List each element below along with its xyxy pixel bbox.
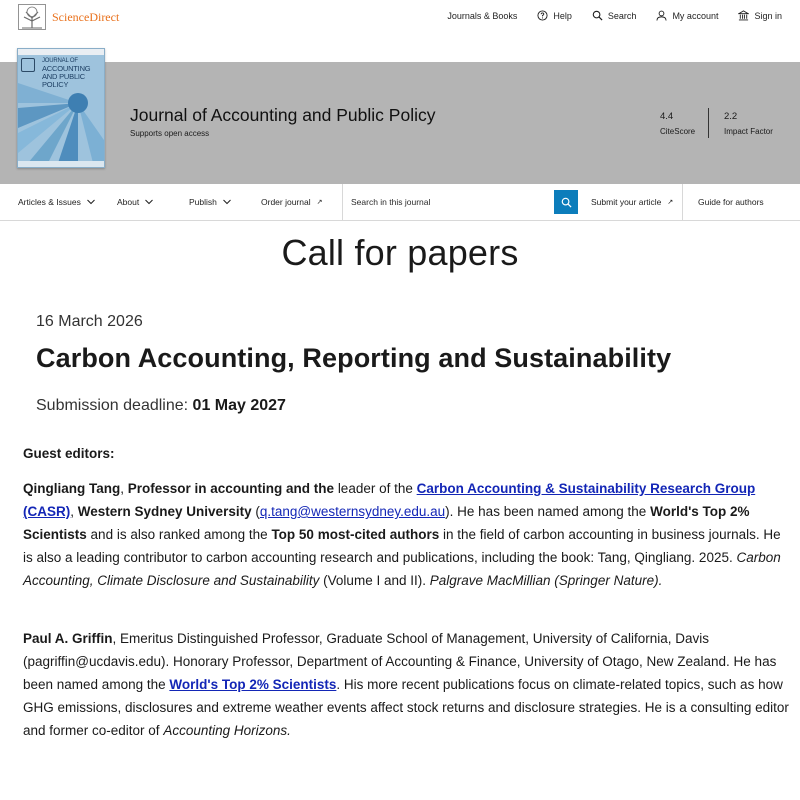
about-label: About xyxy=(117,197,140,207)
cover-title-line: ACCOUNTING xyxy=(42,64,91,73)
cover-artwork xyxy=(18,80,105,163)
deadline-value: 01 May 2027 xyxy=(192,397,286,414)
university-name: Western Sydney University xyxy=(77,504,252,519)
impact-factor-label: Impact Factor xyxy=(724,127,773,136)
submission-deadline xyxy=(36,397,286,415)
order-journal-link[interactable] xyxy=(261,197,322,207)
institution-icon xyxy=(738,10,749,21)
journal-name: Accounting Horizons. xyxy=(163,723,291,738)
cover-footer-strip xyxy=(18,161,104,167)
articles-issues-menu[interactable] xyxy=(18,197,95,207)
cover-title-line: JOURNAL OF xyxy=(42,58,78,64)
journals-books-link[interactable] xyxy=(447,11,517,21)
sign-in-link[interactable] xyxy=(738,10,782,21)
journal-navigation xyxy=(0,184,800,221)
journal-cover[interactable] xyxy=(17,48,105,168)
email-link[interactable]: q.tang@westernsydney.edu.au xyxy=(259,504,446,519)
external-link-icon: ↗ xyxy=(316,199,323,206)
chevron-down-icon xyxy=(223,199,231,205)
top50-text: Top 50 most-cited authors xyxy=(271,527,440,542)
page-title: Call for papers xyxy=(281,232,519,273)
bio-text: in the field of carbon accounting in business journals. He is also a leading contributor to carbon accounting research and publications, including the book: Tang, Qingliang. 2025. xyxy=(23,527,781,565)
editor-bio-griffin xyxy=(23,627,793,742)
cover-header-strip xyxy=(18,49,104,55)
submit-article-link[interactable] xyxy=(591,197,673,207)
editor-bio-tang: Qingliang Tang, Professor in accounting and the leader of the Carbon Accounting & Sustainability Research Group (CASR), Western Sydney University (q.tang@westernsydney.edu.au). He has been named among the World's Top 2% Scientists and is also ranked among the Top 50 most-cited authors in the field of carbon accounting in business journals. He is also a leading contributor to carbon accounting research and publications, including the book: Tang, Qingliang. 2025. Carbon Accounting, Climate Disclosure and Sustainability (Volume I and II). Palgrave MacMillian (Springer Nature). xyxy=(23,481,781,588)
editor-name: Paul A. Griffin xyxy=(23,631,113,646)
submit-article-label: Submit your article xyxy=(591,197,662,207)
cover-title-line: AND PUBLIC xyxy=(42,72,86,81)
search-label: Search xyxy=(607,10,637,21)
search-icon xyxy=(561,197,572,208)
search-link[interactable] xyxy=(592,10,637,21)
cover-publisher-logo xyxy=(21,58,35,72)
editor-role: Professor in accounting and the xyxy=(127,481,335,496)
bio-text: , Emeritus Distinguished Professor, Graduate School of Management, University of California, Davis (pagriffin@ucdavis.edu). Honorary Professor, Department of Accounting & Finance, University of Otago, New Zealand. He has been named among the xyxy=(23,631,777,692)
help-label: Help xyxy=(553,10,572,21)
book-title: Carbon Accounting, Climate Disclosure and Sustainability xyxy=(23,550,781,588)
editor-name: Qingliang Tang xyxy=(23,481,121,496)
bio-text: ). He has been named among the xyxy=(445,504,647,519)
top-navigation xyxy=(447,10,782,21)
bio-text: leader of the xyxy=(337,481,413,496)
bio-text: (Volume I and II). xyxy=(323,573,426,588)
about-menu[interactable] xyxy=(117,197,153,207)
publication-date: 16 March 2026 xyxy=(36,313,143,330)
order-journal-label: Order journal xyxy=(261,197,311,207)
journal-search xyxy=(342,184,585,221)
chevron-down-icon xyxy=(145,199,153,205)
impact-factor-value: 2.2 xyxy=(724,111,738,122)
publish-label: Publish xyxy=(189,197,217,207)
journal-banner xyxy=(0,58,800,184)
guide-authors-label: Guide for authors xyxy=(698,197,764,207)
journal-title[interactable]: Journal of Accounting and Public Policy xyxy=(130,105,436,125)
user-icon xyxy=(656,10,667,21)
sign-in-label: Sign in xyxy=(754,10,782,21)
search-icon xyxy=(592,10,603,21)
brand-name: ScienceDirect xyxy=(52,9,120,24)
bio-text: and is also ranked among the xyxy=(90,527,268,542)
nav-divider xyxy=(682,184,683,221)
publish-menu[interactable] xyxy=(189,197,231,207)
journal-search-button[interactable] xyxy=(554,190,578,214)
my-account-label: My account xyxy=(672,10,719,21)
cover-title-line: POLICY xyxy=(42,80,69,89)
guide-authors-link[interactable] xyxy=(698,197,764,207)
guest-editors-heading: Guest editors: xyxy=(23,446,115,461)
external-link-icon: ↗ xyxy=(667,199,674,206)
my-account-link[interactable] xyxy=(656,10,718,21)
citescore-label: CiteScore xyxy=(660,127,696,136)
help-icon xyxy=(537,10,548,21)
help-link[interactable] xyxy=(537,10,572,21)
deadline-label: Submission deadline: xyxy=(36,397,193,414)
journal-search-input[interactable] xyxy=(351,195,546,209)
top-bar xyxy=(0,0,800,62)
citescore-metric[interactable] xyxy=(660,111,695,136)
journals-books-label: Journals & Books xyxy=(447,10,518,21)
open-access-note: Supports open access xyxy=(130,129,210,138)
impact-factor-metric[interactable] xyxy=(724,111,773,136)
sciencedirect-logo[interactable] xyxy=(18,4,119,30)
casr-group-link[interactable]: Carbon Accounting & Sustainability Research Group (CASR) xyxy=(23,481,756,519)
article-title: Carbon Accounting, Reporting and Sustainability xyxy=(36,343,672,373)
publisher-name: Palgrave MacMillian (Springer Nature). xyxy=(429,573,663,588)
citescore-value: 4.4 xyxy=(660,111,674,122)
bio-text: . His more recent publications focus on climate-related topics, such as how GHG emissions, disclosures and extreme weather events affect stock returns and disclosure strategies. He is a consulting editor and former co-editor of xyxy=(23,677,789,738)
top2-scientists-link[interactable]: World's Top 2% Scientists xyxy=(169,677,337,692)
top2-text: World's Top 2% Scientists xyxy=(23,504,750,542)
articles-issues-label: Articles & Issues xyxy=(18,197,81,207)
elsevier-tree-icon xyxy=(18,4,46,30)
metric-divider xyxy=(708,108,709,138)
chevron-down-icon xyxy=(87,199,95,205)
